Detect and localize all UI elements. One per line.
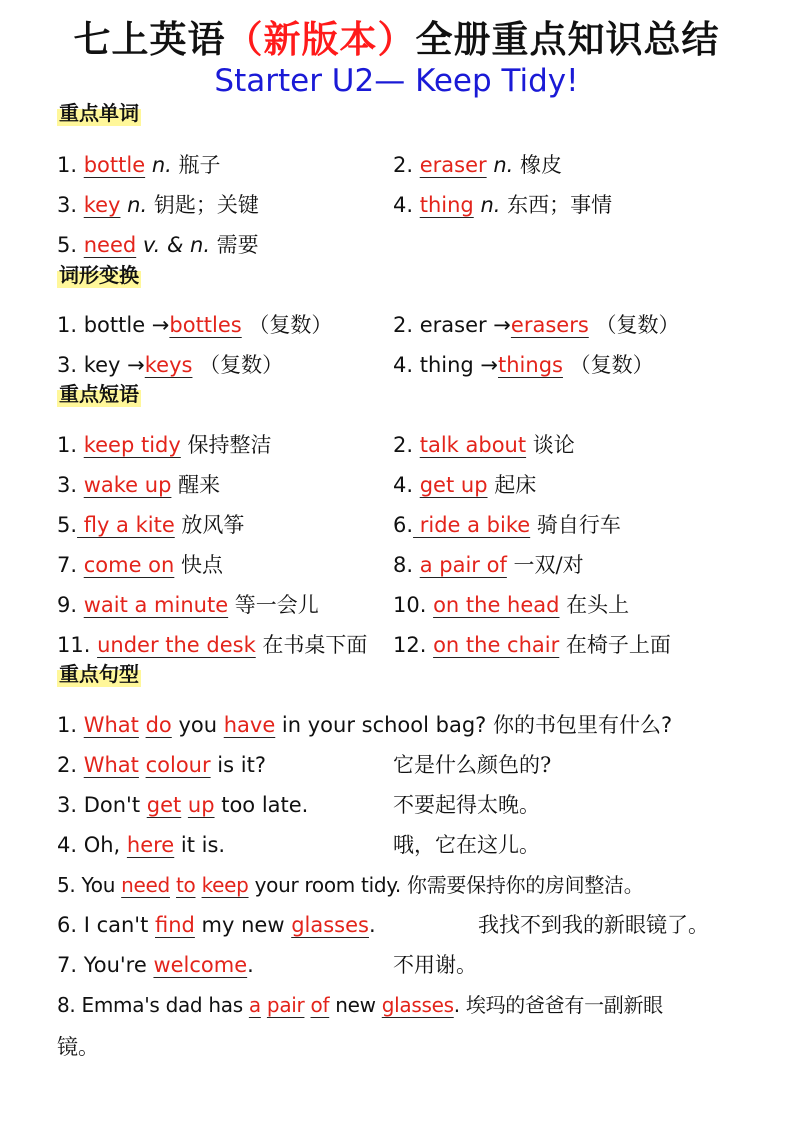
phrase-item: 3. wake up 醒来 <box>57 473 221 497</box>
sentence-item: 3. Don't get up too late. <box>57 793 309 817</box>
sentence-translation: 我找不到我的新眼镜了。 <box>478 913 709 937</box>
phrase-item: 1. keep tidy 保持整洁 <box>57 433 272 457</box>
sentence-item: 4. Oh, here it is. <box>57 833 226 857</box>
section-heading-words: 重点单词 <box>59 101 139 125</box>
phrase-item: 9. wait a minute 等一会儿 <box>57 593 319 617</box>
sentence-translation: 不用谢。 <box>393 953 477 977</box>
form-item: 4. thing →things （复数） <box>393 353 654 377</box>
phrase-item: 4. get up 起床 <box>393 473 537 497</box>
phrase-item: 6. ride a bike 骑自行车 <box>393 513 621 537</box>
form-item: 1. bottle →bottles （复数） <box>57 313 333 337</box>
word-item: 5. need v. & n. 需要 <box>57 233 259 257</box>
section-heading-sentences: 重点句型 <box>59 662 139 686</box>
phrase-item: 5. fly a kite 放风筝 <box>57 513 245 537</box>
section-heading-forms: 词形变换 <box>59 263 139 287</box>
sentence-translation: 哦，它在这儿。 <box>393 833 540 857</box>
sentence-item: 5. You need to keep your room tidy. 你需要保持你的房间整洁。 <box>57 873 644 897</box>
title-highlight: （新版本） <box>225 17 416 61</box>
sentence-item: 1. What do you have in your school bag? 你的书包里有什么? <box>57 713 673 737</box>
word-item: 4. thing n. 东西；事情 <box>393 193 613 217</box>
phrase-item: 11. under the desk 在书桌下面 <box>57 633 368 657</box>
sentence-continuation: 镜。 <box>57 1035 99 1059</box>
title-prefix: 七上英语 <box>73 17 226 61</box>
phrase-item: 2. talk about 谈论 <box>393 433 575 457</box>
page-title <box>0 14 793 64</box>
section-heading-phrases: 重点短语 <box>59 382 139 406</box>
word-item: 3. key n. 钥匙；关键 <box>57 193 259 217</box>
word-item: 2. eraser n. 橡皮 <box>393 153 563 177</box>
sentence-item: 6. I can't find my new glasses. <box>57 913 376 937</box>
title-suffix: 全册重点知识总结 <box>415 17 720 61</box>
sentence-item: 2. What colour is it? <box>57 753 266 777</box>
word-item: 1. bottle n. 瓶子 <box>57 153 221 177</box>
sentence-translation: 它是什么颜色的? <box>393 753 552 777</box>
phrase-item: 8. a pair of 一双/对 <box>393 553 584 577</box>
phrase-item: 12. on the chair 在椅子上面 <box>393 633 671 657</box>
form-item: 3. key →keys （复数） <box>57 353 284 377</box>
sentence-item: 7. You're welcome. <box>57 953 254 977</box>
phrase-item: 7. come on 快点 <box>57 553 224 577</box>
form-item: 2. eraser →erasers （复数） <box>393 313 680 337</box>
sentence-item: 8. Emma's dad has a pair of new glasses. 埃玛的爸爸有一副新眼 <box>57 993 663 1017</box>
page-subtitle: Starter U2— Keep Tidy! <box>214 63 579 99</box>
phrase-item: 10. on the head 在头上 <box>393 593 630 617</box>
sentence-translation: 不要起得太晚。 <box>393 793 540 817</box>
